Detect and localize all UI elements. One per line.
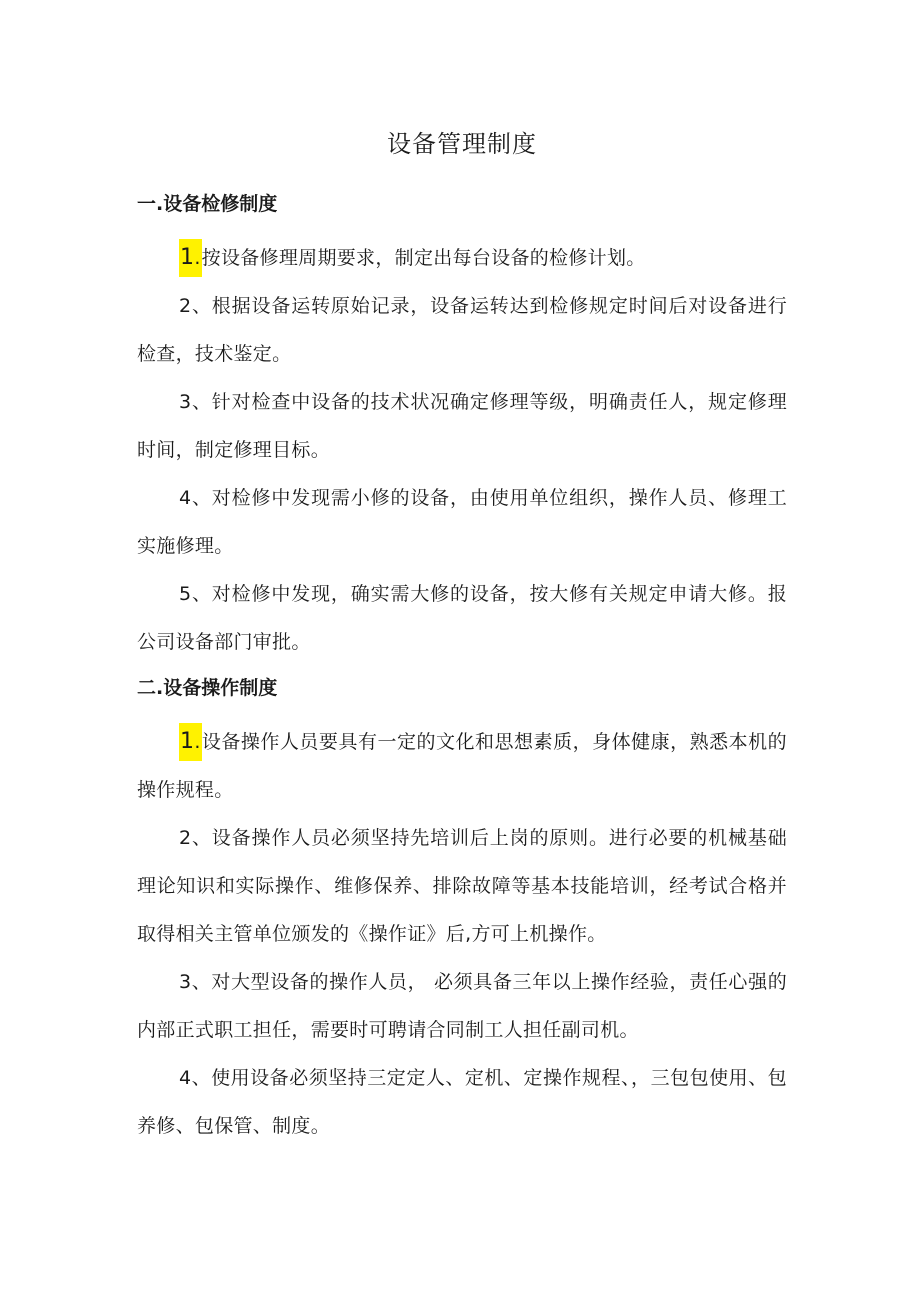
highlighted-number: 1. — [179, 239, 202, 277]
paragraph-item: 2、设备操作人员必须坚持先培训后上岗的原则。进行必要的机械基础理论知识和实际操作、维修保养、排除故障等基本技能培训，经考试合格并取得相关主管单位颁发的《操作证》后,方可上机操作。 — [137, 827, 787, 945]
paragraph-item — [137, 718, 787, 814]
paragraph-text: 按设备修理周期要求，制定出每台设备的检修计划。 — [201, 247, 646, 269]
paragraph-item: 3、对大型设备的操作人员， 必须具备三年以上操作经验，责任心强的内部正式职工担任，需要时可聘请合同制工人担任副司机。 — [137, 971, 787, 1041]
section-maintenance — [137, 186, 787, 666]
paragraph-text: 设备操作人员要具有一定的文化和思想素质，身体健康，熟悉本机的操作规程。 — [137, 731, 787, 801]
section-heading: 一.设备检修制度 — [137, 193, 278, 215]
section-operation — [137, 670, 787, 1150]
highlighted-number: 1. — [179, 723, 202, 761]
paragraph-item: 5、对检修中发现，确实需大修的设备，按大修有关规定申请大修。报公司设备部门审批。 — [137, 583, 787, 653]
paragraph-item: 3、针对检查中设备的技术状况确定修理等级，明确责任人，规定修理时间，制定修理目标。 — [137, 391, 787, 461]
document-page — [137, 122, 787, 1150]
section-heading: 二.设备操作制度 — [137, 677, 278, 699]
document-title: 设备管理制度 — [387, 130, 537, 158]
paragraph-item — [137, 234, 787, 282]
paragraph-item: 4、对检修中发现需小修的设备，由使用单位组织，操作人员、修理工实施修理。 — [137, 487, 787, 557]
paragraph-item: 4、使用设备必须坚持三定定人、定机、定操作规程、，三包包使用、包养修、包保管、制度。 — [137, 1067, 787, 1137]
paragraph-item: 2、根据设备运转原始记录，设备运转达到检修规定时间后对设备进行检查，技术鉴定。 — [137, 295, 787, 365]
